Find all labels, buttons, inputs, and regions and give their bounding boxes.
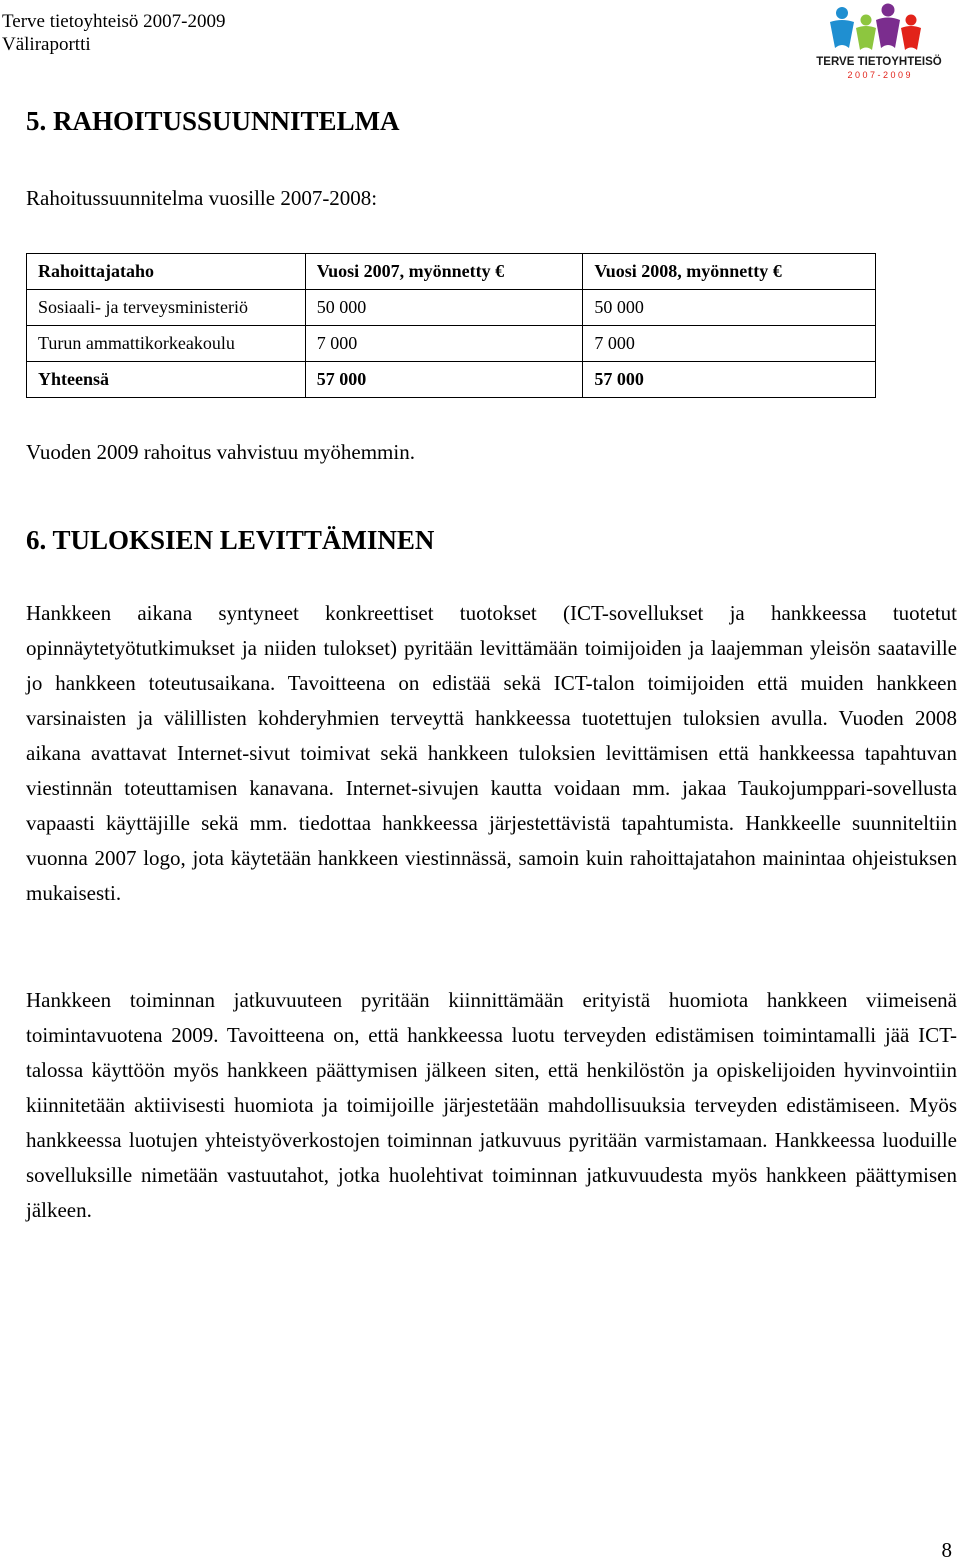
table-header-row (27, 254, 876, 290)
funding-note: Vuoden 2009 rahoitus vahvistuu myöhemmin. (26, 440, 415, 464)
funding-plan-intro: Rahoitussuunnitelma vuosille 2007-2008: (26, 186, 378, 210)
header-cell: Vuosi 2008, myönnetty € (583, 254, 876, 290)
table-cell: 50 000 (305, 290, 583, 326)
header-cell: Vuosi 2007, myönnetty € (305, 254, 583, 290)
table-cell: 7 000 (583, 326, 876, 362)
total-cell: Yhteensä (27, 362, 306, 398)
table-cell: 7 000 (305, 326, 583, 362)
running-header (2, 10, 225, 56)
table-cell: 50 000 (583, 290, 876, 326)
table-cell: Sosiaali- ja terveysministeriö (27, 290, 306, 326)
project-name: Terve tietoyhteisö 2007-2009 (2, 11, 226, 32)
logo-wordmark: TERVE TIETOYHTEISÖ (816, 56, 942, 68)
terve-tietoyhteiso-logo (800, 0, 958, 82)
document-type: Väliraportti (2, 34, 91, 55)
table-total-row (27, 362, 876, 398)
table-row (27, 290, 876, 326)
paragraph: Hankkeen aikana syntyneet konkreettiset tuotokset (ICT-sovellukset ja hankkeessa tuotetut opinnäytetyötutkimukset ja niiden tulokset) pyritään levittämään toimijoiden ja laajemman yleisön saataville jo hankkeen toteutusaikana. Tavoitteena on edistää sekä ICT-talon toimijoiden että muiden hankkeen varsinaisten ja välillisten kohderyhmien terveyttä hankkeessa tuotettujen tuloksien avulla. Vuoden 2008 aikana avattavat Internet-sivut toimivat sekä hankkeen tuloksien levittämisen että hankkeessa tapahtuvan viestinnän toteuttamisen kanavana. Internet-sivujen kautta voidaan mm. jakaa Taukojumppari-sovellusta vapaasti käyttäjille sekä mm. tiedottaa hankkeessa järjestettävistä tapahtumista. Hankkeelle suunniteltiin vuonna 2007 logo, jota käytetään hankkeen viestinnässä, samoin kuin rahoittajatahon mainintaa ohjeistuksen mukaisesti. (26, 601, 957, 905)
header-cell: Rahoittajataho (27, 254, 306, 290)
page-number: 8 (941, 1538, 952, 1562)
total-cell: 57 000 (305, 362, 583, 398)
table-row (27, 326, 876, 362)
logo-years: 2 0 0 7 - 2 0 0 9 (847, 70, 911, 80)
section-5-heading: 5. RAHOITUSSUUNNITELMA (26, 106, 400, 136)
table-cell: Turun ammattikorkeakoulu (27, 326, 306, 362)
paragraph: Hankkeen toiminnan jatkuvuuteen pyritään kiinnittämään erityistä huomiota hankkeen viimeisenä toimintavuotena 2009. Tavoitteena on, että hankkeessa luotu terveyden edistämisen toimintamalli jää ICT-talossa käyttöön myös hankkeen päättymisen jälkeen siten, että henkilöstön ja opiskelijoiden hyvinvointiin kiinnitetään aktiivisesti huomiota ja toimijoille järjestetään mahdollisuuksia terveyden edistämiseen. Myös hankkeessa luotujen yhteistyöverkostojen toiminnan jatkuvuus pyritään varmistamaan. Hankkeessa luoduille sovelluksille nimetään vastuutahot, jotka huolehtivat toiminnan jatkuvuudesta myös hankkeen päättymisen jälkeen. (26, 988, 957, 1222)
total-cell: 57 000 (583, 362, 876, 398)
section-6-heading: 6. TULOKSIEN LEVITTÄMINEN (26, 525, 435, 555)
funding-table (26, 253, 876, 398)
